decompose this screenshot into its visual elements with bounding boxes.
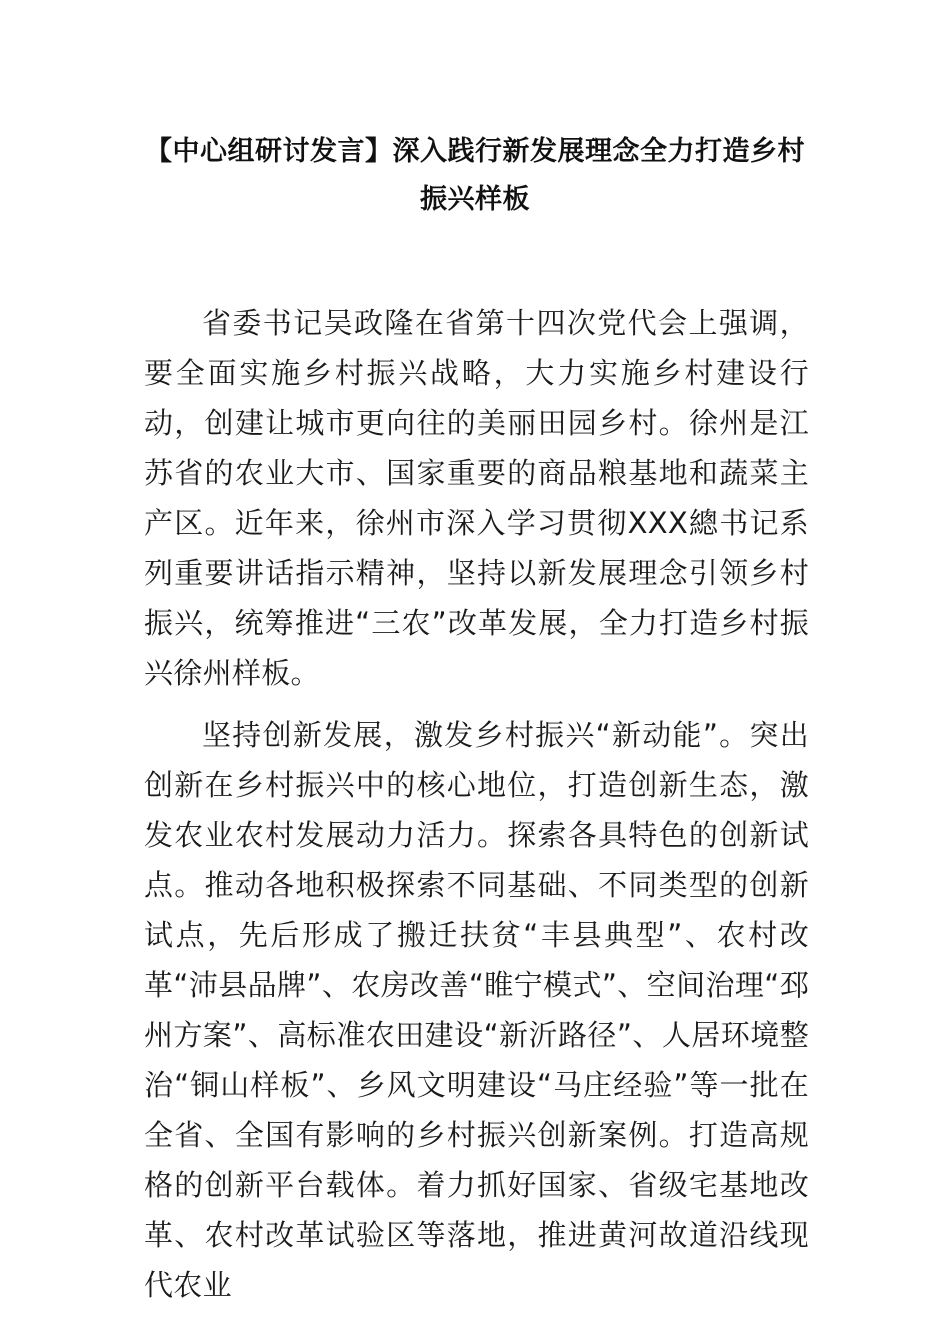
document-title: 【中心组研讨发言】深入践行新发展理念全力打造乡村振兴样板 [145,136,805,215]
document-body [144,298,809,1322]
paragraph-innovation: 坚持创新发展，激发乡村振兴“新动能”。突出创新在乡村振兴中的核心地位，打造创新生态，激发农业农村发展动力活力。探索各具特色的创新试点。推动各地积极探索不同基础、不同类型的创新试点，先后形成了搬迁扶贫“丰县典型”、农村改革“沛县品牌”、农房改善“睢宁模式”、空间治理“邳州方案”、高标准农田建设“新沂路径”、人居环境整治“铜山样板”、乡风文明建设“马庄经验”等一批在全省、全国有影响的乡村振兴创新案例。打造高规格的创新平台载体。着力抓好国家、省级宅基地改革、农村改革试验区等落地，推进黄河故道沿线现代农业 [144,718,809,1302]
paragraph-intro: 省委书记吴政隆在省第十四次党代会上强调，要全面实施乡村振兴战略，大力实施乡村建设行动，创建让城市更向往的美丽田园乡村。徐州是江苏省的农业大市、国家重要的商品粮基地和蔬菜主产区。近年来，徐州市深入学习贯彻XXX總书记系列重要讲话指示精神，坚持以新发展理念引领乡村振兴，统筹推进“三农”改革发展，全力打造乡村振兴徐州样板。 [144,306,809,690]
